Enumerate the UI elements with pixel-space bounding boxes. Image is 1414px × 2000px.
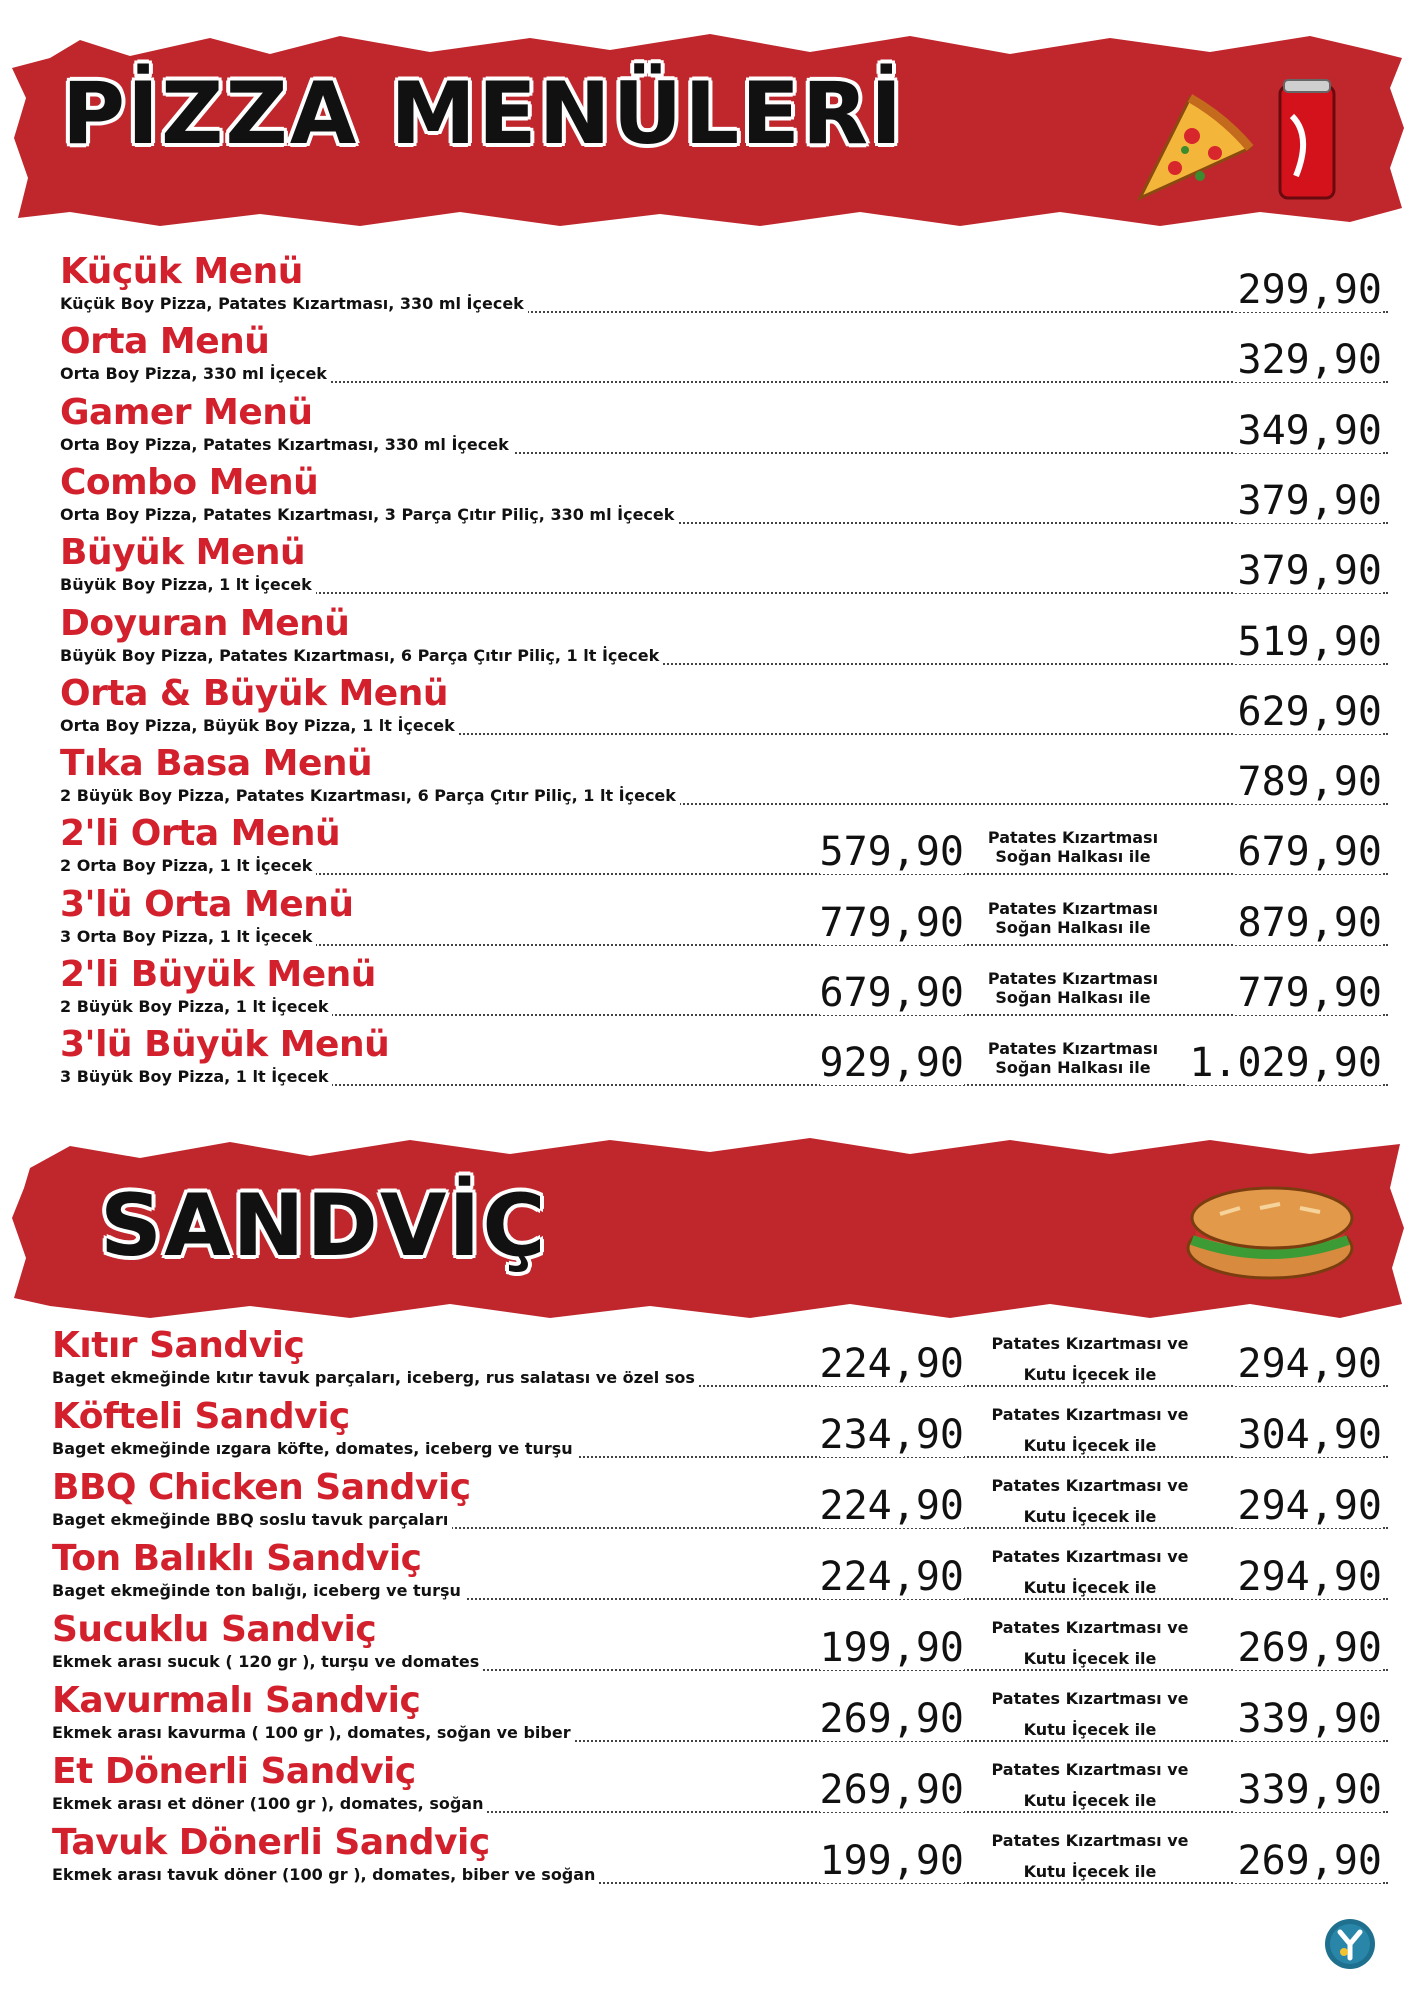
item-name: Orta Menü bbox=[60, 321, 270, 363]
combo-note-line1: Patates Kızartması bbox=[987, 898, 1159, 918]
item-description: Baget ekmeğinde ızgara köfte, domates, iceberg ve turşu bbox=[52, 1439, 577, 1459]
combo-note-line2: Kutu İçecek ile bbox=[1023, 1649, 1157, 1668]
combo-note-line2: Soğan Halkası ile bbox=[995, 988, 1151, 1007]
sandwich-menu-row bbox=[0, 1397, 1414, 1467]
brand-logo-icon bbox=[1324, 1918, 1376, 1970]
item-price: 779,90 bbox=[1234, 971, 1383, 1015]
item-name: Ton Balıklı Sandviç bbox=[52, 1538, 422, 1579]
item-price: 349,90 bbox=[1234, 409, 1383, 453]
item-base-price: 579,90 bbox=[819, 829, 964, 876]
combo-note bbox=[978, 969, 1168, 1007]
combo-note-line2: Soğan Halkası ile bbox=[995, 917, 1151, 937]
sandwich-menu-row bbox=[0, 1468, 1414, 1538]
sandwich-icon bbox=[1180, 1178, 1360, 1288]
item-name: Tıka Basa Menü bbox=[60, 743, 373, 785]
pizza-menu-row bbox=[0, 955, 1414, 1025]
item-name: 3'lü Orta Menü bbox=[60, 883, 354, 925]
item-price: 879,90 bbox=[1234, 901, 1383, 945]
item-description: Ekmek arası tavuk döner (100 gr ), domates, biber ve soğan bbox=[52, 1865, 599, 1885]
combo-note bbox=[978, 1039, 1168, 1077]
combo-note-line2: Kutu İçecek ile bbox=[1023, 1862, 1157, 1881]
item-description: Baget ekmeğinde ton balığı, iceberg ve turşu bbox=[52, 1581, 465, 1601]
cola-can-icon bbox=[1272, 76, 1342, 206]
sandwich-menu-row bbox=[0, 1326, 1414, 1396]
item-description: Ekmek arası et döner (100 gr ), domates, soğan bbox=[52, 1794, 487, 1814]
item-description: 2 Orta Boy Pizza, 1 lt İçecek bbox=[60, 856, 316, 876]
pizza-slice-icon bbox=[1130, 88, 1260, 208]
sandwich-menu-row bbox=[0, 1539, 1414, 1609]
item-description: Baget ekmeğinde kıtır tavuk parçaları, iceberg, rus salatası ve özel sos bbox=[52, 1368, 699, 1388]
pizza-menu-row bbox=[0, 744, 1414, 814]
item-base-price: 269,90 bbox=[819, 1767, 964, 1813]
combo-note bbox=[980, 1760, 1200, 1810]
item-name: Kavurmalı Sandviç bbox=[52, 1680, 421, 1721]
item-price: 294,90 bbox=[1234, 1342, 1383, 1386]
combo-note-line1: Patates Kızartması ve bbox=[991, 1547, 1189, 1566]
item-name: Küçük Menü bbox=[60, 251, 303, 292]
item-base-price: 199,90 bbox=[819, 1838, 964, 1884]
item-price: 629,90 bbox=[1234, 690, 1383, 734]
pizza-section-banner bbox=[10, 28, 1406, 228]
pizza-menu-row bbox=[0, 604, 1414, 674]
pizza-menu-row bbox=[0, 252, 1414, 322]
item-description: 3 Orta Boy Pizza, 1 lt İçecek bbox=[60, 927, 316, 947]
combo-note-line1: Patates Kızartması ve bbox=[991, 1334, 1189, 1353]
combo-note-line1: Patates Kızartması ve bbox=[991, 1476, 1189, 1495]
combo-note-line1: Patates Kızartması ve bbox=[991, 1689, 1189, 1708]
item-name: 2'li Orta Menü bbox=[60, 813, 341, 855]
combo-note-line1: Patates Kızartması ve bbox=[991, 1405, 1189, 1424]
sandwich-menu-row bbox=[0, 1752, 1414, 1822]
item-description: 3 Büyük Boy Pizza, 1 lt İçecek bbox=[60, 1067, 332, 1087]
combo-note bbox=[980, 1689, 1200, 1739]
sandwich-menu-row bbox=[0, 1610, 1414, 1680]
item-price: 269,90 bbox=[1234, 1839, 1383, 1883]
combo-note bbox=[978, 828, 1168, 866]
combo-note bbox=[980, 1547, 1200, 1597]
combo-note-line1: Patates Kızartması ve bbox=[991, 1760, 1189, 1779]
item-name: Doyuran Menü bbox=[60, 602, 350, 644]
item-name: Sucuklu Sandviç bbox=[52, 1609, 377, 1650]
item-price: 304,90 bbox=[1234, 1413, 1383, 1457]
item-name: Et Dönerli Sandviç bbox=[52, 1751, 416, 1792]
item-base-price: 269,90 bbox=[819, 1696, 964, 1742]
item-name: Köfteli Sandviç bbox=[52, 1396, 350, 1437]
combo-note-line1: Patates Kızartması bbox=[987, 828, 1159, 848]
pizza-menu-row bbox=[0, 1025, 1414, 1095]
item-name: BBQ Chicken Sandviç bbox=[52, 1467, 471, 1508]
combo-note bbox=[980, 1405, 1200, 1455]
item-base-price: 234,90 bbox=[819, 1412, 964, 1458]
combo-note bbox=[978, 899, 1168, 937]
combo-note-line2: Kutu İçecek ile bbox=[1023, 1436, 1157, 1455]
item-name: Orta & Büyük Menü bbox=[60, 672, 448, 714]
item-description: Büyük Boy Pizza, Patates Kızartması, 6 Parça Çıtır Piliç, 1 lt İçecek bbox=[60, 646, 663, 666]
combo-note-line1: Patates Kızartması ve bbox=[991, 1831, 1189, 1850]
combo-note-line2: Kutu İçecek ile bbox=[1023, 1365, 1157, 1384]
item-base-price: 224,90 bbox=[819, 1341, 964, 1387]
combo-note-line1: Patates Kızartması ve bbox=[991, 1618, 1189, 1637]
item-price: 789,90 bbox=[1234, 760, 1383, 804]
combo-note-line2: Kutu İçecek ile bbox=[1023, 1720, 1157, 1739]
combo-note bbox=[980, 1618, 1200, 1668]
item-name: 3'lü Büyük Menü bbox=[60, 1024, 390, 1066]
item-price: 339,90 bbox=[1234, 1697, 1383, 1741]
item-price: 519,90 bbox=[1234, 620, 1383, 664]
item-price: 339,90 bbox=[1234, 1768, 1383, 1812]
item-price: 379,90 bbox=[1234, 479, 1383, 523]
item-description: Orta Boy Pizza, Büyük Boy Pizza, 1 lt İçecek bbox=[60, 716, 459, 736]
sandwich-menu-row bbox=[0, 1823, 1414, 1893]
combo-note-line2: Soğan Halkası ile bbox=[995, 1058, 1151, 1078]
item-name: Gamer Menü bbox=[60, 391, 313, 433]
item-base-price: 224,90 bbox=[819, 1483, 964, 1529]
item-description: 2 Büyük Boy Pizza, 1 lt İçecek bbox=[60, 997, 332, 1017]
combo-note-line1: Patates Kızartması bbox=[987, 969, 1159, 988]
item-description: Büyük Boy Pizza, 1 lt İçecek bbox=[60, 575, 316, 595]
item-description: Orta Boy Pizza, Patates Kızartması, 3 Parça Çıtır Piliç, 330 ml İçecek bbox=[60, 505, 678, 525]
item-price: 294,90 bbox=[1234, 1484, 1383, 1528]
item-base-price: 679,90 bbox=[819, 970, 964, 1016]
item-price: 329,90 bbox=[1234, 338, 1383, 382]
combo-note bbox=[980, 1334, 1200, 1384]
item-base-price: 779,90 bbox=[819, 899, 964, 946]
item-price: 679,90 bbox=[1234, 830, 1383, 874]
item-description: Ekmek arası kavurma ( 100 gr ), domates, soğan ve biber bbox=[52, 1723, 575, 1743]
combo-note-line2: Soğan Halkası ile bbox=[995, 847, 1151, 867]
item-base-price: 199,90 bbox=[819, 1625, 964, 1671]
pizza-menu-row bbox=[0, 463, 1414, 533]
combo-note-line1: Patates Kızartması bbox=[987, 1039, 1159, 1059]
combo-note bbox=[980, 1476, 1200, 1526]
pizza-menu-row bbox=[0, 393, 1414, 463]
item-description: Küçük Boy Pizza, Patates Kızartması, 330 ml İçecek bbox=[60, 294, 528, 314]
pizza-menu-row bbox=[0, 322, 1414, 392]
item-description: Orta Boy Pizza, 330 ml İçecek bbox=[60, 364, 331, 384]
pizza-section-title: PİZZA MENÜLERİ bbox=[62, 64, 905, 164]
combo-note-line2: Kutu İçecek ile bbox=[1023, 1578, 1157, 1597]
pizza-menu-row bbox=[0, 885, 1414, 955]
item-name: Kıtır Sandviç bbox=[52, 1325, 305, 1366]
item-price: 269,90 bbox=[1234, 1626, 1383, 1670]
item-price: 294,90 bbox=[1234, 1555, 1383, 1599]
sandwich-section-title: SANDVİÇ bbox=[100, 1176, 548, 1276]
combo-note-line2: Kutu İçecek ile bbox=[1023, 1791, 1157, 1810]
item-name: 2'li Büyük Menü bbox=[60, 954, 376, 995]
pizza-menu-row bbox=[0, 814, 1414, 884]
item-name: Combo Menü bbox=[60, 461, 319, 503]
item-price: 299,90 bbox=[1234, 268, 1383, 312]
sandwich-menu-row bbox=[0, 1681, 1414, 1751]
item-base-price: 224,90 bbox=[819, 1554, 964, 1600]
combo-note-line2: Kutu İçecek ile bbox=[1023, 1507, 1157, 1526]
pizza-menu-row bbox=[0, 674, 1414, 744]
item-name: Büyük Menü bbox=[60, 532, 306, 574]
item-description: Baget ekmeğinde BBQ soslu tavuk parçaları bbox=[52, 1510, 452, 1530]
sandwich-section-banner bbox=[10, 1128, 1406, 1328]
item-description: Ekmek arası sucuk ( 120 gr ), turşu ve domates bbox=[52, 1652, 483, 1672]
item-price: 1.029,90 bbox=[1185, 1041, 1382, 1085]
item-base-price: 929,90 bbox=[819, 1040, 964, 1087]
item-description: Orta Boy Pizza, Patates Kızartması, 330 ml İçecek bbox=[60, 435, 513, 455]
pizza-menu-row bbox=[0, 533, 1414, 603]
item-description: 2 Büyük Boy Pizza, Patates Kızartması, 6 Parça Çıtır Piliç, 1 lt İçecek bbox=[60, 786, 680, 806]
combo-note bbox=[980, 1831, 1200, 1881]
item-price: 379,90 bbox=[1234, 549, 1383, 593]
item-name: Tavuk Dönerli Sandviç bbox=[52, 1822, 490, 1863]
